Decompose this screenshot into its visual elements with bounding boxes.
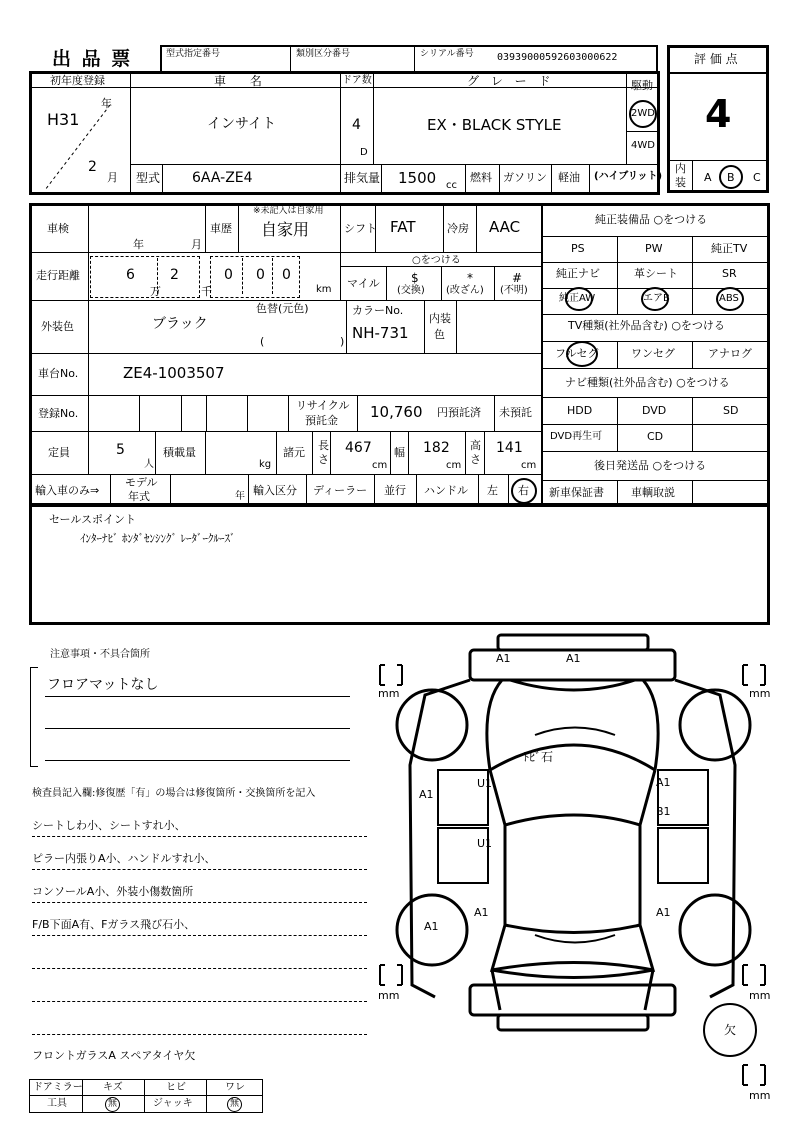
history-value: 自家用 — [261, 220, 310, 239]
scratch-label: キズ — [103, 1082, 123, 1093]
later-manual: 車輌取説 — [631, 486, 675, 499]
later-warranty: 新車保証書 — [549, 486, 604, 499]
mark-rear-right: A1 — [656, 906, 671, 919]
mileage-circle-note: ○をつける — [412, 255, 461, 266]
sales-point-text: ｲﾝﾀｰﾅﾋﾞ ﾎﾝﾀﾞｾﾝｼﾝｸﾞ ﾚｰﾀﾞｰｸﾙｰｽﾞ — [80, 532, 236, 545]
model-year-unit: 年 — [235, 491, 245, 502]
serial-label: シリアル番号 — [420, 49, 474, 59]
history-note: ※未記入は自家用 — [253, 206, 324, 216]
mark-spare: 欠 — [724, 1023, 737, 1037]
mileage-digit-3: 0 — [224, 267, 233, 283]
later-header: 後日発送品 ○をつける — [594, 459, 707, 472]
load-unit: kg — [259, 459, 272, 470]
color-no-label: カラーNo. — [352, 304, 404, 317]
doors-label: ドア数 — [342, 75, 372, 86]
recycle-label-1: リサイクル — [296, 399, 350, 412]
inspector-line-4: F/B下面A有、Fガラス飛び石小、 — [32, 918, 196, 931]
unknown-label: (不明) — [500, 285, 528, 296]
model-year-label-1: モデル — [125, 476, 158, 489]
mark-rear-left-wheel: A1 — [424, 920, 439, 933]
mileage-digit-5: 0 — [282, 267, 291, 283]
recycle-unit: 円預託済 — [437, 406, 481, 419]
left-handle-label: 左 — [487, 484, 498, 497]
repaint-paren-close: ) — [340, 335, 345, 348]
height-label-2: さ — [470, 453, 481, 466]
tamper-symbol: * — [467, 271, 473, 285]
parallel-label: 並行 — [384, 484, 406, 497]
width-unit: cm — [446, 460, 462, 471]
year-unit: 年 — [101, 97, 112, 110]
capacity-label: 定員 — [48, 446, 70, 459]
score-value: 4 — [705, 92, 732, 136]
import-class-label: 輸入区分 — [253, 484, 297, 497]
reg-no-label: 登録No. — [38, 407, 79, 420]
shift-value: FAT — [390, 218, 416, 236]
mm-label-rear-right: mm — [749, 989, 771, 1002]
height-label-1: 高 — [470, 439, 481, 452]
ac-value: AAC — [489, 218, 521, 236]
mileage-box — [90, 256, 200, 298]
repaint-label: 色替(元色) — [256, 302, 309, 315]
interior-label-2: 装 — [675, 176, 686, 189]
fuel-diesel: 軽油 — [558, 171, 580, 184]
crack-label: ヒビ — [166, 1082, 186, 1093]
width-value: 182 — [423, 440, 450, 456]
import-label: 輸入車のみ⇒ — [35, 484, 100, 497]
tamper-label: (改ざん) — [446, 285, 484, 296]
height-value: 141 — [496, 440, 523, 456]
jack-label: ジャッキ — [153, 1098, 193, 1109]
document-title: 出 品 票 — [52, 48, 133, 70]
exchange-symbol: $ — [411, 271, 419, 285]
displacement-unit: cc — [446, 180, 457, 191]
inspection-month-unit: 月 — [191, 238, 202, 251]
equip-abs: ABS — [719, 293, 739, 304]
equip-aw: 純正AW — [559, 293, 596, 304]
fuel-label: 燃料 — [470, 171, 492, 184]
mm-label-front-right: mm — [749, 687, 771, 700]
mileage-digit-4: 0 — [256, 267, 265, 283]
navi-hdd: HDD — [567, 404, 593, 417]
car-name-label: 車 名 — [214, 74, 272, 88]
category-label: 類別区分番号 — [296, 49, 351, 59]
color-no-value: NH-731 — [352, 324, 409, 342]
mark-front-right: A1 — [566, 652, 581, 665]
mark-front-left: A1 — [496, 652, 511, 665]
tv-analog: アナログ — [708, 347, 752, 360]
right-handle-label: 右 — [518, 484, 529, 497]
drive-label: 駆動 — [631, 79, 653, 92]
jack-none: 無 — [230, 1099, 240, 1109]
mileage-sen-unit: 千 — [201, 285, 212, 298]
caution-text: フロアマットなし — [47, 677, 159, 693]
model-label: 型式 — [136, 171, 161, 185]
length-value: 467 — [345, 440, 372, 456]
repaint-paren-open: ( — [260, 335, 265, 348]
interior-color-label-2: 色 — [434, 328, 445, 341]
capacity-unit: 人 — [144, 459, 154, 470]
unknown-symbol: # — [512, 271, 523, 285]
era-year-value: H31 — [47, 110, 80, 129]
mm-label-rear-left: mm — [378, 989, 400, 1002]
inspector-line-1: シートしわ小、シートすれ小、 — [32, 819, 186, 832]
height-unit: cm — [521, 460, 537, 471]
chassis-label: 車台No. — [38, 367, 79, 380]
car-name-value: インサイト — [207, 116, 277, 132]
mileage-digit-2: 2 — [170, 267, 179, 283]
chassis-value: ZE4-1003507 — [123, 364, 225, 382]
inspector-line-8: フロントガラスA スペアタイヤ欠 — [32, 1049, 196, 1062]
mm-label-spare: mm — [749, 1089, 771, 1102]
inspection-year-unit: 年 — [133, 238, 144, 251]
equip-ps: PS — [571, 242, 585, 255]
recycle-label-2: 預託金 — [305, 414, 338, 427]
exchange-label: (交換) — [397, 285, 425, 296]
navi-sd: SD — [723, 404, 739, 417]
model-value: 6AA-ZE4 — [192, 170, 253, 186]
grade-label: グ レ ー ド — [467, 74, 555, 88]
displacement-value: 1500 — [398, 169, 437, 187]
equip-pw: PW — [645, 242, 663, 255]
exterior-value: ブラック — [152, 316, 208, 332]
doors-unit: D — [360, 147, 368, 158]
tv-fullseg: フルセグ — [555, 347, 599, 360]
caution-label: 注意事項・不具合箇所 — [50, 649, 150, 660]
interior-label-1: 内 — [675, 162, 686, 175]
dealer-label: ディーラー — [313, 484, 368, 497]
drive-2wd: 2WD — [631, 108, 655, 119]
mark-rear-left: A1 — [474, 906, 489, 919]
mileage-label: 走行距離 — [36, 269, 80, 282]
mile-label: マイル — [347, 277, 380, 290]
mileage-man-unit: 万 — [150, 285, 161, 298]
length-label-2: さ — [318, 453, 329, 466]
dims-label: 諸元 — [283, 446, 305, 459]
mileage-digit-1: 6 — [126, 267, 135, 283]
handle-label: ハンドル — [424, 484, 468, 497]
interior-grade-a: A — [704, 171, 712, 184]
exterior-label: 外装色 — [41, 320, 74, 333]
caution-bracket — [30, 667, 38, 767]
inspector-line-2: ピラー内張りA小、ハンドルすれ小、 — [32, 852, 216, 865]
model-code-label: 型式指定番号 — [166, 49, 221, 59]
interior-grade-b: B — [727, 171, 735, 184]
width-label: 幅 — [394, 446, 405, 459]
serial-value: 03939000592603000622 — [497, 52, 618, 63]
fuel-hybrid: (ハイブリット) — [594, 171, 663, 182]
navi-dvd: DVD — [642, 404, 667, 417]
mark-hood: ﾄﾋﾞ石 — [523, 750, 554, 764]
interior-grade-c: C — [753, 171, 761, 184]
drive-4wd: 4WD — [631, 140, 655, 151]
equip-sr: SR — [722, 267, 737, 280]
navi-header: ナビ種類(社外品含む) ○をつける — [565, 376, 730, 389]
length-unit: cm — [372, 460, 388, 471]
load-label: 積載量 — [163, 446, 196, 459]
month-value: 2 — [88, 159, 97, 175]
interior-color-label-1: 内装 — [429, 312, 451, 325]
score-label: 評 価 点 — [694, 52, 738, 66]
tv-header: TV種類(社外品含む) ○をつける — [568, 319, 725, 332]
cd-label: CD — [647, 430, 664, 443]
door-mirror-label: ドアミラー — [33, 1082, 83, 1093]
equip-leather: 革シート — [634, 267, 678, 280]
ac-label: 冷房 — [447, 222, 469, 235]
break-label: ワレ — [225, 1082, 245, 1093]
equipment-header: 純正装備品 ○をつける — [595, 213, 708, 226]
inspector-label: 検査員記入欄:修復歴「有」の場合は修復箇所・交換箇所を記入 — [32, 788, 316, 799]
mileage-km-unit: km — [316, 284, 332, 295]
sales-point-label: セールスポイント — [49, 513, 137, 526]
displacement-label: 排気量 — [344, 171, 381, 185]
mark-left-side: A1 — [419, 788, 434, 801]
history-label: 車歴 — [210, 222, 232, 235]
dvd-playback-label: DVD再生可 — [550, 431, 603, 442]
mark-right-b1: B1 — [656, 805, 671, 818]
model-year-label-2: 年式 — [128, 490, 150, 503]
month-unit: 月 — [107, 171, 118, 184]
mark-right-side: A1 — [656, 776, 671, 789]
recycle-value: 10,760 — [370, 403, 423, 421]
tools-label: 工具 — [47, 1098, 67, 1109]
equip-navi: 純正ナビ — [556, 267, 600, 280]
mark-roof-front: U1 — [477, 777, 493, 790]
tools-none: 無 — [108, 1099, 118, 1109]
equip-tv: 純正TV — [711, 242, 748, 255]
equip-airbag: エアB — [643, 293, 670, 304]
grade-value: EX・BLACK STYLE — [427, 116, 562, 134]
inspection-label: 車検 — [47, 222, 69, 235]
mm-label-front-left: mm — [378, 687, 400, 700]
sales-point-box — [29, 504, 770, 625]
tv-oneseg: ワンセグ — [631, 347, 675, 360]
mark-roof-rear: U1 — [477, 837, 493, 850]
doors-value: 4 — [352, 117, 361, 133]
fuel-gasoline: ガソリン — [503, 171, 547, 184]
first-reg-label: 初年度登録 — [50, 74, 105, 87]
length-label-1: 長 — [318, 439, 329, 452]
capacity-value: 5 — [116, 442, 125, 458]
recycle-unpaid: 未預託 — [499, 406, 532, 419]
car-outline — [370, 625, 780, 1105]
inspector-line-3: コンソールA小、外装小傷数箇所 — [32, 885, 194, 898]
shift-label: シフト — [344, 222, 377, 235]
